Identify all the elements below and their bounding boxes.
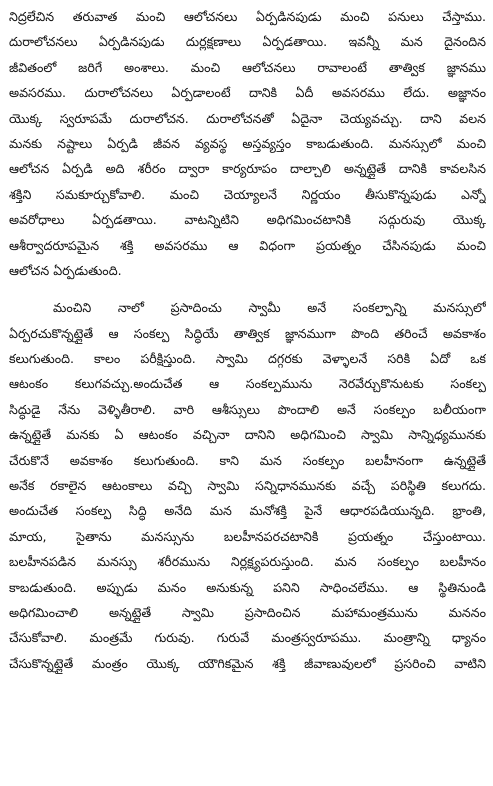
- text-line: సిద్ధుడై నేను వెళ్ళితీరాలి. వారి ఆశీస్సులు పొందాలి అనే సంకల్పం బలీయంగా: [9, 401, 486, 417]
- text-line: మనకు నష్టాలు ఏర్పడి జీవన వ్యవస్థ అస్తవ్యస్తం కాబడుతుంది. మనస్సులో మంచి: [9, 135, 486, 151]
- text-line: అందుచేత సంకల్ప సిద్ధి అనేది మన మనోశక్తి పైనే ఆధారపడియున్నది. భ్రాంతి,: [9, 503, 486, 519]
- text-line: ఆలోచన ఏర్పడుతుంది.: [9, 262, 122, 278]
- text-line: చేరుకొనే అవకాశం కలుగుతుంది. కాని మన సంకల్పం బలహీనంగా ఉన్నట్లైతే: [9, 452, 486, 468]
- text-line: అవసరము. దురాలోచనలు ఏర్పడాలంటే దానికి ఏదీ అవసరము లేదు. అజ్ఞానం: [9, 85, 486, 101]
- text-line: దురాలోచనలు ఏర్పడినపుడు దుర్లక్షణాలు ఏర్పడతాయి. ఇవన్నీ మన దైనందిన: [9, 34, 486, 50]
- text-line: అవరోధాలు ఏర్పడతాయి. వాటన్నిటిని అధిగమించటానికి సద్గురువు యొక్క: [9, 212, 486, 228]
- text-line: అనేక రకాలైన ఆటంకాలు వచ్చి స్వామి సన్నిధానమునకు వచ్చే పరిస్థితి కలుగదు.: [9, 478, 486, 494]
- text-line: ఏర్పరచుకొన్నట్లైతే ఆ సంకల్ప సిద్ధియే తాత్విక జ్ఞానముగా పొంది తరించే అవకాశం: [9, 325, 486, 341]
- text-line: మాయ, సైతాను మనస్సును బలహీనపరచటానికి ప్రయత్నం చేస్తుంటాయి.: [9, 528, 486, 544]
- text-line: ఉన్నట్లైతే మనకు ఏ ఆటంకం వచ్చినా దానిని అధిగమించి స్వామి సాన్నిధ్యమునకు: [9, 427, 486, 443]
- paragraph: [9, 295, 486, 676]
- text-line: బలహీనపడిన మనస్సు శరీరమును నిర్లక్ష్యపరుస్తుంది. మన సంకల్పం బలహీనం: [9, 554, 486, 570]
- text-line: ఆలోచన ఏర్పడి అది శరీరం ద్వారా కార్యరూపం దాల్చాలి అన్నట్లైతే దానికి కావలసిన: [9, 161, 486, 177]
- text-line: ఆశీర్వాదరూపమైన శక్తి అవసరము ఆ విధంగా ప్రయత్నం చేసినపుడు మంచి: [9, 237, 486, 253]
- text-line: జీవితంలో జరిగే అంశాలు. మంచి ఆలోచనలు రావాలంటే తాత్విక జ్ఞానము: [9, 59, 486, 75]
- text-line: శక్తిని సమకూర్చుకోవాలి. మంచి చెయ్యాలనే నిర్ణయం తీసుకొన్నపుడు ఎన్నో: [9, 186, 486, 202]
- text-line: మంచిని నాలో ప్రసాదించు స్వామీ అనే సంకల్పాన్ని మనస్సులో: [53, 300, 486, 316]
- text-line: కలుగుతుంది. కాలం పరీక్షిస్తుంది. స్వామి దగ్గరకు వెళ్ళాలనే సరికి ఏదో ఒక: [9, 351, 486, 367]
- text-line: కాబడుతుంది. అప్పుడు మనం అనుకున్న పనిని సాధించలేము. ఆ స్థితినుండి: [9, 579, 486, 595]
- paragraph: [9, 4, 486, 283]
- text-line: చేసుకొన్నట్లైతే మంత్రం యొక్క యౌగికమైన శక్తి జీవాణువులలో ప్రసరించి వాటిని: [9, 655, 486, 671]
- text-line: నిద్రలేచిన తరువాత మంచి ఆలోచనలు ఏర్పడినపుడు మంచి పనులు చేస్తాము.: [9, 9, 486, 24]
- text-line: ఆటంకం కలుగవచ్చు.అందుచేత ఆ సంకల్పమును నెరవేర్చుకొనుటకు సంకల్ప: [9, 376, 486, 392]
- text-line: యొక్క స్వరూపమే దురాలోచన. దురాలోచనతో ఏదైనా చెయ్యవచ్చు. దాని వలన: [9, 110, 486, 126]
- text-line: చేసుకోవాలి. మంత్రమే గురువు. గురువే మంత్రస్వరూపము. మంత్రాన్ని ధ్యానం: [9, 630, 486, 646]
- text-line: అధిగమించాలి అన్నట్లైతే స్వామి ప్రసాదించిన మహామంత్రమును మననం: [9, 604, 486, 620]
